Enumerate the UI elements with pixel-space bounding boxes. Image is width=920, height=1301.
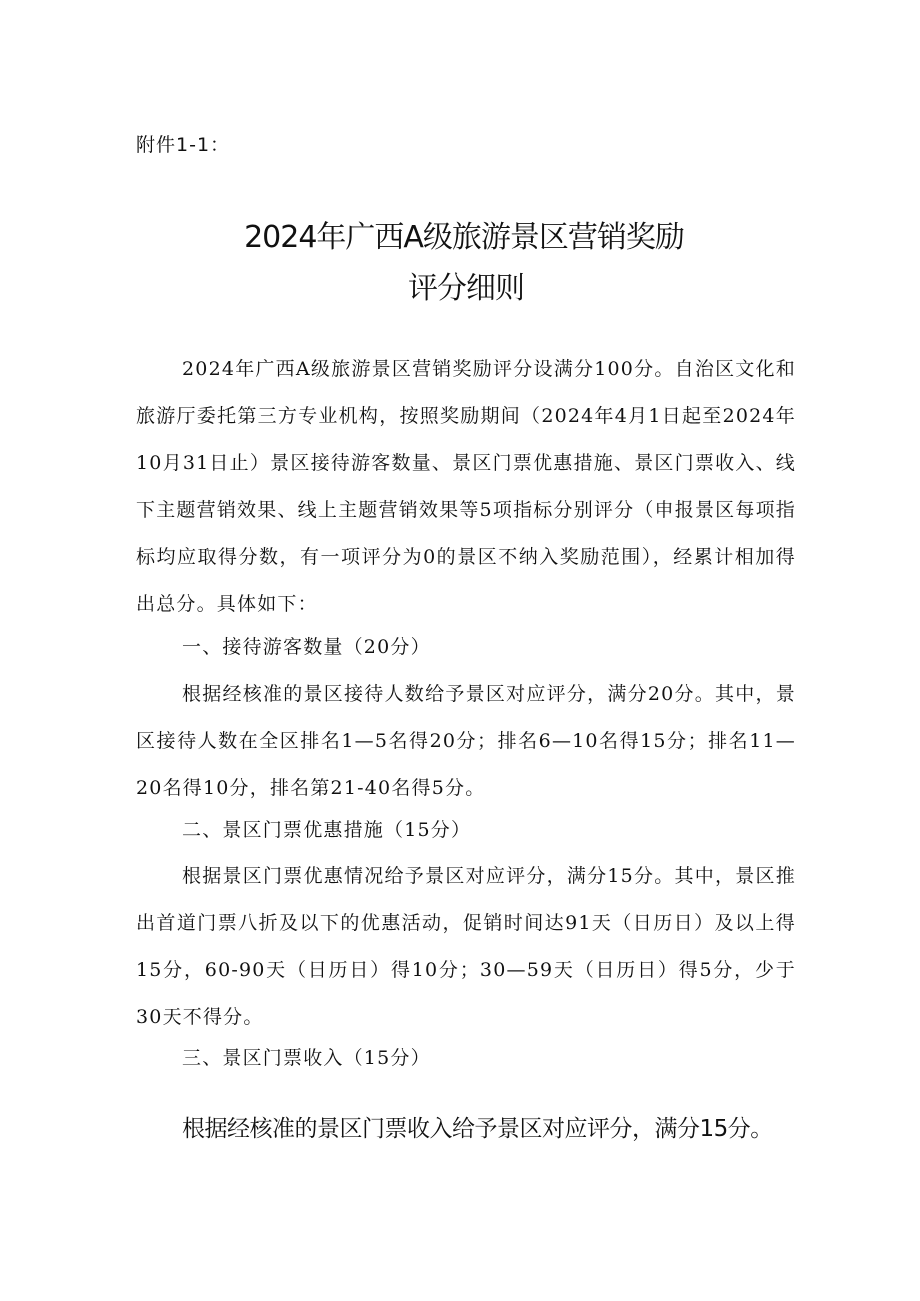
section-heading-ticket-discount: 二、景区门票优惠措施（15分） (182, 819, 472, 841)
document-title-line1: 2024年广西A级旅游景区营销奖励 (244, 220, 684, 255)
section-body-visitors: 根据经核准的景区接待人数给予景区对应评分，满分20分。其中，景区接待人数在全区排名1—5名得20分；排名6—10名得15分；排名11—20名得10分，排名第21-40名得5分。 (136, 683, 796, 799)
section-heading-ticket-revenue: 三、景区门票收入（15分） (182, 1047, 431, 1069)
section-body-ticket-discount: 根据景区门票优惠情况给予景区对应评分，满分15分。其中，景区推出首道门票八折及以下的优惠活动，促销时间达91天（日历日）及以上得15分，60-90天（日历日）得10分；30—59天（日历日）得5分，少于30天不得分。 (136, 865, 796, 1028)
section-body-ticket-revenue: 根据经核准的景区门票收入给予景区对应评分，满分15分。 (182, 1116, 773, 1142)
section-heading-visitors: 一、接待游客数量（20分） (182, 636, 431, 658)
document-title-line2: 评分细则 (408, 271, 524, 306)
intro-paragraph: 2024年广西A级旅游景区营销奖励评分设满分100分。自治区文化和旅游厅委托第三方专业机构，按照奖励期间（2024年4月1日起至2024年10月31日止）景区接待游客数量、景区门票优惠措施、景区门票收入、线下主题营销效果、线上主题营销效果等5项指标分别评分（申报景区每项指标均应取得分数，有一项评分为0的景区不纳入奖励范围），经累计相加得出总分。具体如下： (136, 358, 796, 615)
attachment-label: 附件1-1： (136, 134, 231, 156)
